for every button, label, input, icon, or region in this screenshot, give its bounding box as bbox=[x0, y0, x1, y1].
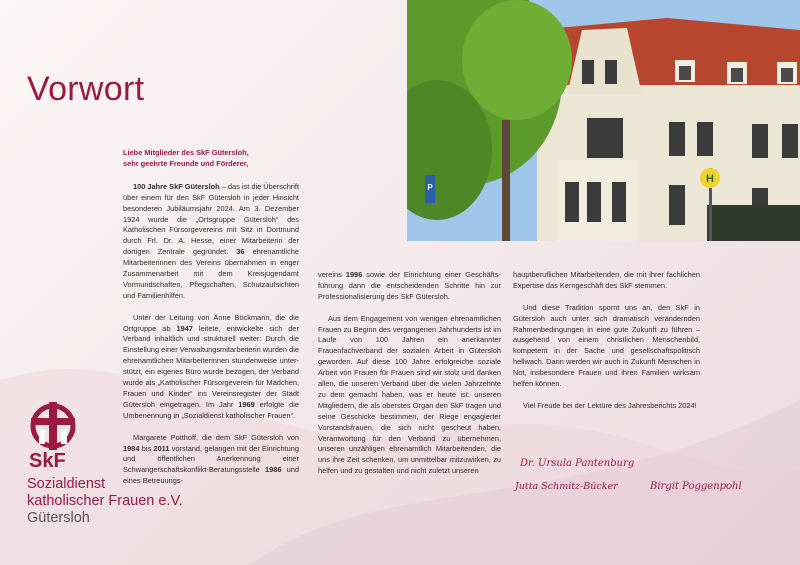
logo-location: Gütersloh bbox=[27, 510, 90, 526]
parking-sign: P bbox=[427, 183, 433, 192]
paragraph-text: leitete, entwickelte sich der Verband inhaltlich und strukturell weiter: Durch die Einstellung einer Verwaltungsmitarbeiterin wurden die ehrenamtlichen Mitarbeiterinnen stundenweise unterstützt, ein eigenes Büro wurde bezogen, der Verband wurde als „Katholischer Fürsorgeverein für Mädchen, Frauen und Kinder“ ins Vereinsregister der Stadt Gütersloh eingetragen. Im Jahr bbox=[123, 323, 300, 409]
highlight-text: 1984 bbox=[123, 443, 140, 453]
logo-abbreviation: SkF bbox=[29, 450, 66, 472]
greeting-line-2: sehr geehrte Freunde und Förderer, bbox=[123, 158, 249, 168]
paragraph-text: ehrenamtliche Mitarbeiterinnen des Vereins übernahmen in enger Zusammenarbeit mit dem Kreisjugendamt Vormundschaften, Pflegschaften, Schutzaufsichten und Familienhilfen. bbox=[123, 247, 299, 300]
paragraph-text: erfolgte die Umbenennung in „Sozialdienst katholischer Frauen“. bbox=[123, 399, 300, 420]
paragraph: hauptberuflichen Mitarbeitenden, die mit ihrer fachlichen Expertise das Kerngeschäft des SkF stemmen. bbox=[513, 270, 700, 290]
highlight-text: 100 Jahre SkF Gütersloh bbox=[133, 181, 220, 191]
highlight-text: 2011 bbox=[153, 443, 170, 453]
paragraph bbox=[123, 313, 299, 422]
skf-emblem-icon bbox=[27, 400, 79, 452]
highlight-text: 36 bbox=[236, 247, 245, 257]
paragraph-text: Margarete Potthoff, die dem SkF Gütersloh von bbox=[133, 432, 299, 442]
paragraph bbox=[123, 182, 299, 302]
highlight-text: 1969 bbox=[238, 399, 255, 409]
signature-pantenburg: Dr. Ursula Pantenburg bbox=[520, 458, 635, 469]
letter-greeting bbox=[123, 148, 299, 170]
paragraph-text: – das ist die Überschrift über einem für den SkF Gütersloh in jeder Hinsicht besonderen Jubiläumsjahr 2024. Am 3. Dezember 1924 wurde die „Ortsgruppe Gütersloh“ des Katholischen Fürsorgevereins mit Sitz in Dortmund durch Frl. Dr. A. Hesse, einer Mitarbeiterin der dortigen Zentrale gegründet. bbox=[123, 181, 300, 257]
closing-line: Viel Freude bei der Lektüre des Jahresberichts 2024! bbox=[523, 400, 697, 410]
paragraph-text: und eines Betreuungs- bbox=[123, 465, 299, 486]
bus-stop-sign: H bbox=[706, 173, 714, 185]
signature-poggenpohl: Birgit Poggenpohl bbox=[650, 481, 742, 492]
highlight-text: 1996 bbox=[345, 270, 363, 279]
highlight-text: 1947 bbox=[176, 323, 193, 333]
paragraph-text: sowie der Einrichtung einer Geschäftsführung dann die entscheidenden Schritte hin zur Professionalisierung des SkF Gütersloh. bbox=[318, 270, 501, 301]
building-photo bbox=[407, 0, 800, 241]
text-column-1 bbox=[123, 148, 299, 498]
greeting-line-1: Liebe Mitglieder des SkF Gütersloh, bbox=[123, 148, 249, 157]
paragraph-text: vereins bbox=[318, 270, 346, 279]
page-title: Vorwort bbox=[27, 70, 145, 108]
paragraph: Und diese Tradition spornt uns an, den SkF in Gütersloh auch unter sich dramatisch verändernden Rahmenbedingungen in eine gute Zukunft zu führen – ausgehend von einem christlichen Menschenbild, kompetent in der Sache und gesellschaftspolitisch hellwach. Dann werden wir auch in Zukunft Menschen in Not, insbesondere Frauen und ihren Familien wirksam helfen können. bbox=[513, 302, 700, 389]
paragraph bbox=[318, 270, 501, 303]
paragraph: Aus dem Engagement von wenigen ehrenamtlichen Frauen zu Beginn des vergangenen Jahrhunderts ist im Laufe von 100 Jahren ein anerkannter Frauenfachverband der sozialen Arbeit in Gütersloh geworden. Auf diese 100 Jahre erfolgreiche soziale Arbeit von Frauen für Frauen sind wir stolz und danken allen, die unseren Verband über die vielen Jahrzehnte zu dem gemacht haben, was er heute ist: unseren Mitgliedern, die als oberstes Organ den SkF tragen und seine Geschicke bestimmen, der Riege engagierter Vorstandsfrauen, die sich nicht gescheut haben, Verantwortung für den Verband zu übernehmen, unseren unzähligen ehrenamtlich Mitarbeitenden, die uns ihre Zeit schenken, um unmittelbar mitzuwirken, zu helfen und zu gestalten und nicht zuletzt unseren bbox=[318, 313, 501, 476]
paragraph-text: vorstand, gelangen mit der Einrichtung und öffentlichen Anerkennung einer Schwangerschaftskonflikt-Beratungsstelle bbox=[123, 443, 300, 475]
paragraph-text: bis bbox=[139, 443, 154, 453]
signature-schmitz-buecker: Jutta Schmitz-Bücker bbox=[515, 481, 618, 492]
text-column-2 bbox=[318, 270, 501, 488]
logo-line-2: katholischer Frauen e.V. bbox=[27, 493, 183, 509]
paragraph-text: Unter der Leitung von Änne Böckmann, die die Ortgruppe ab bbox=[123, 312, 299, 333]
building-illustration bbox=[407, 0, 800, 241]
paragraph bbox=[123, 433, 299, 488]
text-column-3 bbox=[513, 270, 700, 423]
highlight-text: 1986 bbox=[265, 465, 282, 475]
logo-line-1: Sozialdienst bbox=[27, 476, 106, 492]
